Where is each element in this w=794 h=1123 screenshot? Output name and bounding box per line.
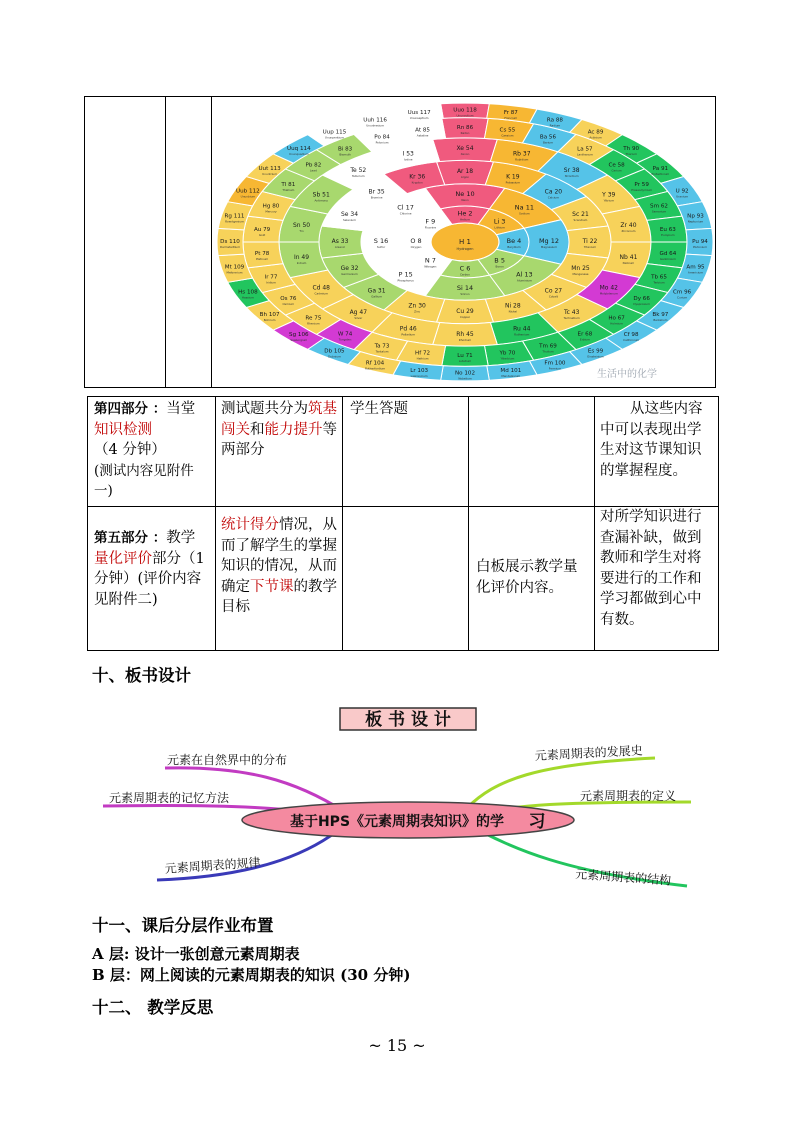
wheel-element-name: Sodium [519, 211, 530, 216]
wheel-element-name: Xenon [460, 152, 470, 157]
mindmap-center-text: 基于HPS《元素周期表知识》的学 [289, 814, 505, 830]
wheel-element-name: Polonium [375, 140, 389, 145]
wheel-element-symbol: He 2 [457, 209, 473, 218]
wheel-element-name: Strontium [564, 173, 579, 178]
wheel-element-symbol: Sm 62 [650, 203, 668, 210]
table-cell-part4-content: 测试题共分为筑基闯关和能力提升等两部分 [221, 401, 337, 458]
wheel-element-symbol: I 53 [402, 150, 414, 158]
table-divider [215, 397, 216, 650]
wheel-element-name: Lawrencium [410, 374, 428, 379]
wheel-element-name: Mercury [265, 209, 277, 214]
wheel-element-symbol: Rg 111 [224, 213, 245, 220]
wheel-element-name: Americium [687, 270, 704, 275]
wheel-element-name: Helium [460, 217, 470, 222]
mindmap-center-text-end: 习 [528, 812, 546, 832]
wheel-element-symbol: Cf 98 [623, 332, 639, 339]
wheel-element-symbol: As 33 [331, 238, 349, 245]
wheel-element-name: Uranium [676, 194, 689, 199]
wheel-element-name: Hassium [241, 295, 254, 300]
section-heading-board-design: 十、板书设计 [92, 666, 191, 685]
wheel-element-name: Fluorine [424, 225, 437, 230]
wheel-element-name: Mendelevium [501, 374, 521, 379]
wheel-element-symbol: Cs 55 [499, 127, 516, 134]
wheel-element-symbol: Uuq 114 [287, 145, 311, 152]
highlight-text: 下节课 [250, 578, 294, 595]
wheel-element-symbol: Al 13 [516, 270, 533, 279]
wheel-element-symbol: Bk 97 [652, 312, 669, 319]
wheel-element-name: Platinum [255, 256, 269, 261]
wheel-element-symbol: Si 14 [456, 284, 474, 293]
wheel-element-symbol: S 16 [373, 237, 389, 245]
table-cell-part5-teacher: 白板展示教学量化评价内容。 [476, 559, 578, 596]
wheel-element-symbol: Ni 28 [504, 302, 521, 310]
wheel-element-name: Ununquadium [288, 151, 309, 156]
wheel-element-symbol: Pd 46 [399, 325, 417, 333]
table-cell-part4-intent: 从这些内容中可以表现出学生对这节课知识的掌握程度。 [600, 401, 703, 479]
wheel-element-name: Oxygen [410, 245, 422, 249]
wheel-element-name: Neon [461, 197, 469, 202]
wheel-element-name: Germanium [341, 271, 358, 276]
wheel-element-symbol: Np 93 [687, 213, 704, 220]
wheel-element-name: Chlorine [399, 211, 412, 216]
wheel-element-symbol: Rn 86 [456, 124, 474, 131]
wheel-element-name: Einsteinium [587, 354, 604, 359]
wheel-element-symbol: B 5 [494, 256, 505, 265]
wheel-element-symbol: Sn 50 [292, 221, 311, 229]
wheel-element-symbol: Cm 96 [672, 289, 692, 296]
wheel-element-name: Cadmium [314, 291, 328, 296]
wheel-element-name: Indium [296, 261, 307, 266]
wheel-element-name: Tantalum [375, 349, 389, 354]
section-heading-homework: 十一、课后分层作业布置 [92, 916, 274, 935]
table-cell-part5-intent: 对所学知识进行查漏补缺，做到教师和学生对将要进行的工作和学习都做到心中有数。 [600, 509, 702, 628]
wheel-element-symbol: Bh 107 [259, 312, 280, 319]
wheel-element-symbol: Mg 12 [538, 237, 560, 245]
branch-label-history: 元素周期表的发展史 [534, 743, 644, 763]
wheel-element-symbol: Mt 109 [224, 264, 245, 271]
board-design-mindmap [95, 700, 705, 900]
highlight-text: 知识检测 [94, 421, 152, 438]
wheel-element-name: Calcium [547, 195, 560, 200]
wheel-element-name: Manganese [572, 271, 589, 276]
part-label: 第五部分 ： [94, 530, 167, 546]
branch-label-memory-method: 元素周期表的记忆方法 [109, 791, 230, 805]
wheel-element-symbol: Ar 18 [456, 168, 474, 175]
wheel-element-name: Terbium [653, 280, 665, 285]
wheel-element-symbol: N 7 [424, 256, 436, 265]
wheel-element-symbol: Tl 81 [281, 181, 296, 188]
wheel-element-name: Rutherfordium [364, 366, 386, 371]
wheel-element-name: Iodine [403, 157, 413, 162]
wheel-element-symbol: Hg 80 [262, 203, 280, 210]
wheel-element-name: Potassium [505, 180, 520, 185]
wheel-element-name: Curium [677, 295, 688, 300]
wheel-element-name: Silicon [460, 292, 470, 297]
wheel-element-symbol: Er 68 [577, 331, 593, 338]
wheel-element-symbol: Th 90 [623, 145, 640, 152]
wheel-element-name: Cobalt [548, 294, 558, 299]
wheel-element-symbol: Bi 83 [337, 146, 353, 153]
wheel-element-name: Europium [661, 233, 675, 238]
wheel-element-symbol: Yb 70 [499, 350, 516, 357]
wheel-element-symbol: Pa 91 [652, 165, 669, 172]
wheel-element-symbol: Rh 45 [456, 330, 474, 338]
highlight-text: 统计得分 [221, 517, 279, 533]
wheel-element-symbol: Rf 104 [365, 360, 385, 367]
wheel-element-name: Lithium [494, 225, 505, 230]
wheel-element-symbol: Uub 112 [236, 188, 260, 195]
wheel-element-symbol: Ga 31 [367, 287, 386, 295]
wheel-element-name: Nickel [508, 309, 518, 314]
wheel-element-symbol: Pt 78 [254, 250, 270, 257]
wheel-element-name: Gold [258, 233, 266, 238]
wheel-element-name: Sulfur [376, 245, 386, 249]
wheel-element-symbol: Po 84 [374, 134, 390, 141]
branch-label-distribution: 元素在自然界中的分布 [167, 753, 288, 767]
wheel-element-name: Gallium [371, 294, 382, 299]
wheel-element-symbol: Uup 115 [322, 129, 347, 136]
wheel-element-name: Carbon [459, 272, 471, 277]
table-divider [165, 97, 166, 387]
wheel-element-name: Bismuth [339, 152, 351, 157]
wheel-element-symbol: Eu 63 [659, 227, 676, 234]
wheel-element-symbol: K 19 [506, 173, 520, 181]
wheel-element-symbol: Br 35 [368, 188, 385, 196]
wheel-element-symbol: Cl 17 [397, 203, 414, 212]
wheel-element-name: Gadolinium [659, 256, 676, 261]
wheel-element-name: Tin [299, 228, 304, 233]
wheel-element-symbol: Ge 32 [340, 264, 359, 272]
homework-level-a: A 层: 设计一张创意元素周期表 [92, 945, 300, 963]
wheel-element-symbol: Ce 58 [608, 162, 625, 169]
mindmap-title: 板 书 设 计 [365, 710, 451, 730]
wheel-element-name: Argon [460, 175, 470, 179]
table-cell-part5-content: 统计得分情况，从而了解学生的掌握知识的情况，从而确定下节课的教学目标 [221, 517, 337, 615]
wheel-element-symbol: Re 75 [305, 315, 322, 322]
wheel-element-symbol: O 8 [410, 237, 422, 245]
wheel-element-name: Nitrogen [424, 264, 437, 269]
wheel-element-symbol: Ds 110 [220, 239, 240, 245]
wheel-element-symbol: Rb 37 [513, 150, 531, 158]
wheel-element-symbol: Ca 20 [544, 188, 563, 196]
wheel-element-name: Nobelium [458, 376, 472, 381]
section-heading-reflection: 十二、 教学反思 [92, 998, 214, 1017]
wheel-element-symbol: Cu 29 [456, 308, 474, 315]
homework-level-b: B 层：网上阅读的元素周期表的知识 (30 分钟) [92, 966, 411, 984]
wheel-element-symbol: Kr 36 [409, 173, 426, 181]
wheel-element-name: Antimony [314, 198, 328, 203]
wheel-element-name: Tellurium [351, 173, 365, 178]
wheel-element-symbol: Pr 59 [634, 181, 649, 188]
wheel-element-symbol: Y 39 [602, 191, 616, 199]
wheel-element-name: Scandium [573, 218, 588, 223]
wheel-element-name: Francium [504, 115, 518, 120]
wheel-element-name: Thallium [282, 187, 295, 192]
wheel-element-name: Osmium [282, 302, 295, 307]
wheel-element-symbol: Uuh 116 [363, 117, 387, 124]
wheel-element-symbol: Md 101 [500, 368, 522, 375]
wheel-element-symbol: Ba 56 [539, 134, 557, 141]
wheel-element-symbol: Na 11 [514, 203, 534, 212]
wheel-element-symbol: Xe 54 [456, 145, 474, 153]
wheel-element-name: Meitnerium [226, 270, 243, 275]
wheel-element-symbol: Sb 51 [312, 191, 330, 199]
wheel-element-name: Niobium [622, 261, 635, 266]
wheel-element-name: Fermium [548, 366, 562, 371]
wheel-element-name: Rhenium [307, 321, 320, 326]
wheel-element-name: Neptunium [687, 219, 704, 224]
wheel-element-name: Bromine [370, 195, 383, 200]
wheel-element-symbol: Lu 71 [457, 353, 473, 360]
wheel-element-symbol: Am 95 [686, 264, 705, 271]
wheel-element-name: Thorium [625, 151, 637, 156]
wheel-element-name: Molybdenum [599, 291, 618, 296]
wheel-element-name: Cerium [611, 168, 622, 173]
wheel-element-symbol: Sc 21 [572, 211, 589, 219]
highlight-text: 筑基闯关 [221, 401, 337, 438]
wheel-element-name: Rhodium [458, 337, 472, 342]
wheel-element-name: Dysprosium [633, 302, 650, 307]
branch-label-rules: 元素周期表的规律 [164, 855, 261, 876]
wheel-element-name: Ruthenium [514, 332, 530, 337]
wheel-element-name: Plutonium [692, 245, 708, 249]
wheel-element-symbol: Uut 113 [258, 165, 281, 172]
wheel-element-symbol: Es 99 [587, 348, 604, 355]
wheel-element-symbol: Db 105 [324, 348, 345, 355]
wheel-element-symbol: Ir 77 [264, 274, 278, 281]
wheel-element-symbol: U 92 [675, 188, 689, 195]
wheel-element-symbol: Ne 10 [455, 189, 475, 198]
wheel-element-name: Magnesium [540, 245, 558, 249]
wheel-element-name: Dubnium [328, 354, 341, 359]
wheel-element-name: Silver [354, 316, 363, 321]
wheel-element-symbol: In 49 [293, 254, 310, 262]
wheel-element-name: Zirconium [621, 228, 636, 233]
wheel-element-name: Ytterbium [500, 356, 515, 361]
wheel-element-symbol: Co 27 [544, 287, 563, 295]
table-divider [594, 397, 595, 650]
wheel-element-name: Selenium [342, 218, 357, 223]
table-divider [468, 397, 469, 650]
wheel-element-symbol: Nb 41 [619, 254, 638, 262]
page-number: ~ 15 ~ [368, 1036, 426, 1055]
wheel-element-name: Ununoctium [456, 113, 474, 118]
wheel-element-symbol: Pb 82 [305, 162, 322, 169]
branch-label-structure: 元素周期表的结构 [574, 867, 672, 888]
wheel-element-name: Tungsten [338, 337, 352, 342]
wheel-element-name: Protactinium [651, 171, 670, 176]
wheel-element-name: Yttrium [603, 198, 614, 203]
wheel-element-symbol: Li 3 [493, 217, 506, 226]
wheel-element-symbol: Uus 117 [407, 109, 431, 116]
wheel-element-name: Samarium [651, 209, 667, 214]
wheel-element-name: Bohrium [263, 318, 276, 323]
wheel-element-symbol: Os 76 [280, 296, 297, 303]
wheel-element-name: Thulium [542, 349, 554, 354]
wheel-element-name: Phosphorus [397, 278, 414, 283]
wheel-element-name: Barium [542, 140, 554, 145]
wheel-element-symbol: Se 34 [340, 211, 359, 219]
wheel-element-name: Hydrogen [456, 247, 474, 251]
wheel-element-symbol: Fr 87 [503, 109, 518, 116]
wheel-element-symbol: Ti 22 [582, 238, 598, 245]
wheel-element-name: Zinc [414, 309, 421, 314]
wheel-element-name: Erbium [579, 337, 590, 342]
periodic-table-wheel-image [215, 99, 713, 385]
wheel-element-symbol: Uuo 118 [453, 107, 477, 114]
wheel-element-name: Caesium [501, 133, 514, 138]
wheel-element-name: Ununpentium [324, 135, 344, 140]
wheel-element-name: Radium [549, 123, 561, 128]
wheel-element-symbol: P 15 [398, 270, 413, 279]
wheel-element-name: Praseodymium [631, 187, 653, 192]
wheel-element-name: Hafnium [416, 356, 429, 361]
wheel-element-name: Roentgenium [225, 219, 244, 224]
wheel-element-name: Lead [310, 168, 317, 173]
wheel-element-name: Seaborgium [290, 338, 308, 343]
wheel-element-name: Rubidium [515, 157, 529, 162]
wheel-element-name: Beryllium [507, 245, 521, 249]
wheel-element-name: Ununtrium [262, 171, 278, 176]
wheel-element-symbol: Mn 25 [571, 264, 590, 272]
wheel-element-name: Radon [460, 130, 470, 135]
wheel-element-symbol: Pu 94 [692, 239, 708, 245]
wheel-element-name: Berkelium [653, 318, 668, 323]
wheel-element-name: Actinium [589, 135, 602, 140]
wheel-element-symbol: Hs 108 [238, 289, 258, 296]
wheel-element-symbol: H 1 [459, 238, 471, 246]
wheel-element-name: Ununbium [240, 194, 256, 199]
wheel-element-symbol: F 9 [425, 217, 436, 226]
wheel-element-symbol: Be 4 [506, 237, 522, 245]
branch-label-definition: 元素周期表的定义 [580, 789, 677, 803]
wheel-element-name: Darmstadtium [219, 245, 241, 249]
wheel-element-symbol: Ru 44 [513, 325, 531, 333]
highlight-text: 能力提升 [264, 421, 323, 438]
wheel-element-symbol: Zr 40 [620, 221, 637, 229]
wheel-element-name: Lanthanum [576, 152, 593, 157]
wheel-element-symbol: Lr 103 [410, 368, 429, 375]
wheel-element-symbol: Au 79 [253, 227, 271, 234]
wheel-element-name: Boron [495, 264, 504, 269]
wheel-element-name: Aluminium [516, 278, 532, 283]
table-cell-part4-student: 学生答题 [350, 401, 408, 417]
wheel-element-symbol: Hf 72 [415, 350, 431, 357]
wheel-element-symbol: La 57 [577, 146, 593, 153]
table-cell-part4-title: 第四部分 ：当堂 知识检测 （4 分钟） (测试内容见附件一) [94, 401, 196, 499]
wheel-element-symbol: Mo 42 [599, 284, 618, 292]
wheel-element-name: Copper [459, 315, 471, 319]
wheel-element-name: Ununseptium [409, 115, 429, 120]
highlight-text: 量化评价 [94, 550, 152, 567]
wheel-element-name: Krypton [411, 180, 423, 185]
wheel-element-symbol: Ra 88 [546, 117, 563, 124]
wheel-element-symbol: Tc 43 [563, 309, 580, 317]
wheel-watermark: 生活中的化学 [597, 369, 657, 380]
wheel-element-name: Arsenic [334, 245, 346, 249]
wheel-element-name: Technetium [563, 316, 580, 321]
wheel-element-symbol: Sg 106 [289, 332, 309, 339]
wheel-element-symbol: Ag 47 [349, 309, 368, 317]
wheel-element-symbol: Sr 38 [563, 166, 580, 174]
wheel-element-name: Lutetium [458, 359, 472, 364]
periodic-wheel-table-row [84, 96, 716, 388]
wheel-element-name: Palladium [401, 332, 416, 337]
wheel-element-symbol: Gd 64 [659, 250, 677, 257]
wheel-element-symbol: Fm 100 [544, 360, 566, 367]
table-cell-part5-title: 第五部分 ：教学 量化评价部分（1 分钟）(评价内容见附件二) [94, 530, 205, 608]
wheel-element-symbol: Ho 67 [608, 315, 625, 322]
wheel-element-name: Holmium [610, 321, 623, 326]
wheel-element-name: Iridium [266, 280, 276, 285]
wheel-element-symbol: Zn 30 [408, 302, 426, 310]
wheel-element-name: Titanium [583, 245, 597, 249]
wheel-element-name: Californium [623, 338, 640, 343]
wheel-element-symbol: Cd 48 [312, 284, 331, 292]
wheel-element-symbol: W 74 [337, 331, 353, 338]
wheel-element-symbol: At 85 [415, 127, 431, 134]
table-divider [211, 97, 212, 387]
wheel-element-symbol: Te 52 [350, 166, 367, 174]
wheel-element-symbol: No 102 [454, 370, 476, 377]
wheel-element-name: Ununhexium [366, 123, 384, 128]
wheel-element-symbol: Tm 69 [539, 343, 557, 350]
wheel-element-name: Astatine [416, 133, 429, 138]
wheel-element-symbol: Ac 89 [587, 129, 604, 136]
wheel-element-symbol: Dy 66 [633, 296, 650, 303]
wheel-element-symbol: Ta 73 [374, 343, 390, 350]
table-divider [342, 397, 343, 650]
part-label: 第四部分 ： [94, 401, 167, 417]
wheel-element-symbol: C 6 [459, 264, 471, 273]
wheel-element-symbol: Tb 65 [651, 274, 667, 281]
lesson-plan-table [87, 396, 719, 651]
